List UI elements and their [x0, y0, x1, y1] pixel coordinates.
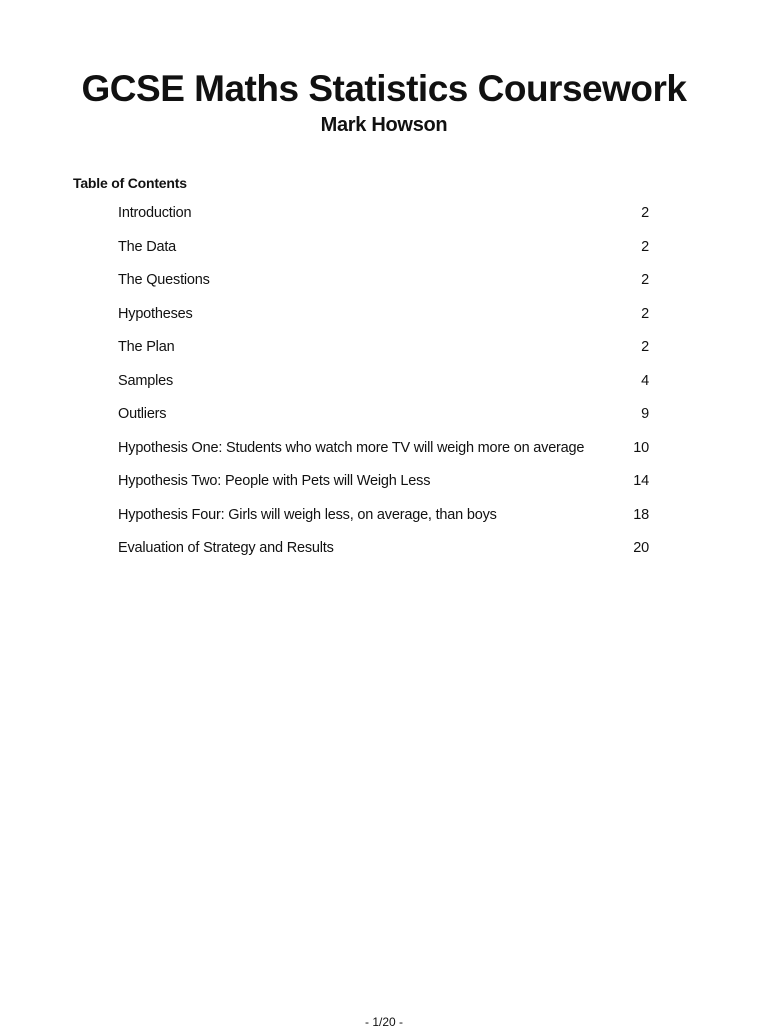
document-title: GCSE Maths Statistics Coursework — [81, 68, 687, 109]
toc-entry-page: 2 — [641, 305, 649, 322]
toc-entry-page: 14 — [633, 473, 649, 489]
toc-entry-hypothesis-one[interactable] — [118, 438, 649, 472]
toc-entry-label: The Plan — [118, 339, 175, 355]
toc-list — [118, 203, 649, 572]
toc-entry-the-plan[interactable] — [118, 337, 649, 371]
toc-entry-page: 4 — [641, 372, 649, 389]
document-author: Mark Howson — [320, 114, 448, 136]
toc-entry-hypothesis-four[interactable] — [118, 505, 649, 539]
toc-entry-hypotheses[interactable] — [118, 304, 649, 338]
toc-entry-page: 20 — [633, 540, 649, 556]
toc-entry-label: Hypothesis Four: Girls will weigh less, on average, than boys — [118, 506, 497, 523]
toc-entry-hypothesis-two[interactable] — [118, 471, 649, 505]
toc-heading: Table of Contents — [73, 175, 187, 191]
toc-entry-introduction[interactable] — [118, 203, 649, 237]
toc-entry-label: The Data — [118, 238, 177, 255]
toc-entry-evaluation[interactable] — [118, 538, 649, 572]
toc-entry-page: 2 — [641, 205, 649, 221]
toc-entry-page: 9 — [641, 406, 649, 422]
toc-entry-label: Hypothesis One: Students who watch more TV will weigh more on average — [118, 439, 585, 456]
toc-entry-label: Hypothesis Two: People with Pets will Weigh Less — [118, 473, 431, 489]
toc-entry-the-questions[interactable] — [118, 270, 649, 304]
toc-entry-label: Outliers — [118, 406, 167, 422]
toc-entry-label: Hypotheses — [118, 305, 193, 322]
toc-entry-page: 10 — [633, 439, 649, 456]
toc-entry-page: 2 — [641, 339, 649, 355]
toc-entry-label: The Questions — [118, 272, 210, 288]
page-number: - 1/20 - — [364, 1015, 403, 1029]
toc-entry-the-data[interactable] — [118, 237, 649, 271]
toc-entry-page: 18 — [633, 506, 649, 523]
toc-entry-page: 2 — [641, 238, 649, 255]
toc-entry-samples[interactable] — [118, 371, 649, 405]
toc-entry-label: Evaluation of Strategy and Results — [118, 540, 334, 556]
toc-entry-label: Samples — [118, 372, 174, 389]
toc-entry-outliers[interactable] — [118, 404, 649, 438]
toc-entry-page: 2 — [641, 272, 649, 288]
toc-entry-label: Introduction — [118, 205, 192, 221]
